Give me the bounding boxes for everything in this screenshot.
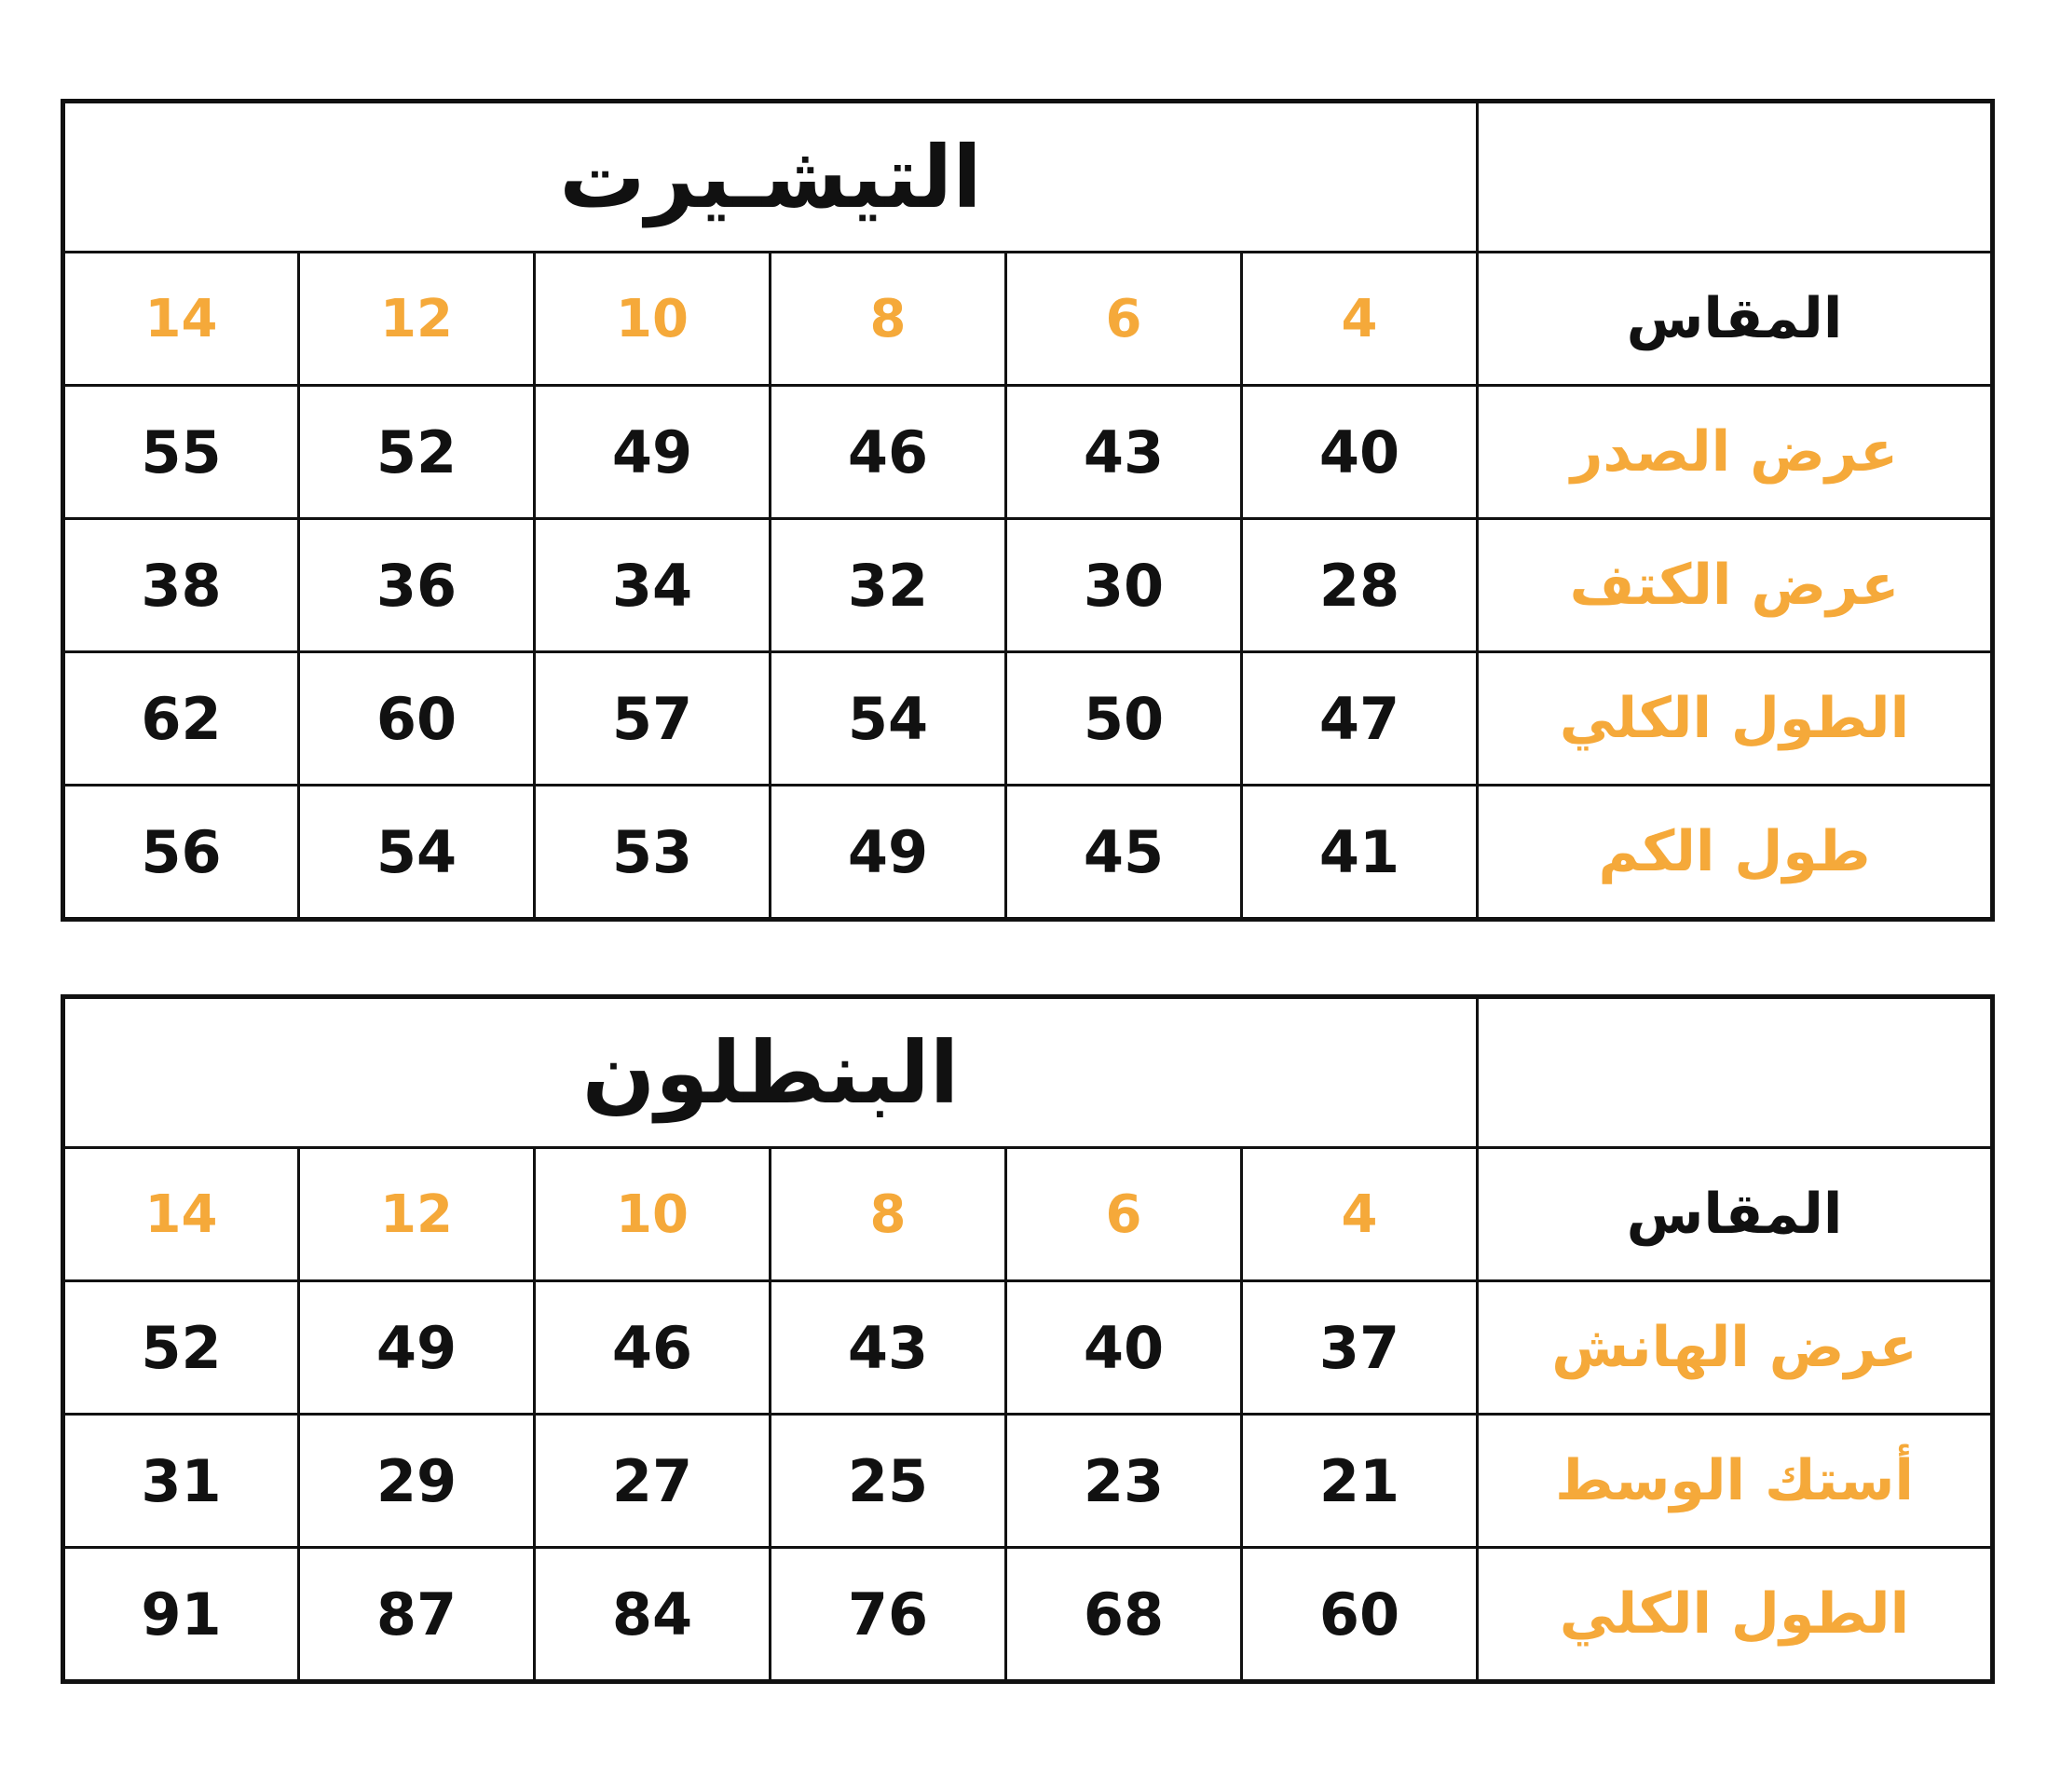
pants-title: البنطلون — [63, 997, 1478, 1148]
measurement-value: 21 — [1242, 1415, 1478, 1548]
tshirt-size-label: المقاس — [1478, 253, 1993, 386]
measurement-value: 23 — [1006, 1415, 1242, 1548]
tshirt-row-total-length — [63, 652, 1993, 786]
tshirt-row-chest-width — [63, 386, 1993, 519]
pants-size-14: 14 — [63, 1148, 299, 1281]
measurement-value: 45 — [1006, 786, 1242, 920]
tshirt-row-sleeve-length — [63, 786, 1993, 920]
measurement-value: 52 — [299, 386, 535, 519]
measurement-value: 41 — [1242, 786, 1478, 920]
pants-row-total-length — [63, 1548, 1993, 1682]
measurement-value: 53 — [535, 786, 771, 920]
measurement-value: 54 — [771, 652, 1006, 786]
tshirt-corner-cell — [1478, 102, 1993, 253]
measurement-value: 46 — [535, 1281, 771, 1415]
measurement-value: 50 — [1006, 652, 1242, 786]
pants-corner-cell — [1478, 997, 1993, 1148]
measurement-value: 49 — [535, 386, 771, 519]
pants-row-label: عرض الهانش — [1478, 1281, 1993, 1415]
measurement-value: 62 — [63, 652, 299, 786]
measurement-value: 34 — [535, 519, 771, 652]
pants-row-waist-elastic — [63, 1415, 1993, 1548]
measurement-value: 27 — [535, 1415, 771, 1548]
pants-row-label: الطول الكلي — [1478, 1548, 1993, 1682]
pants-row-label: أستك الوسط — [1478, 1415, 1993, 1548]
measurement-value: 49 — [299, 1281, 535, 1415]
pants-size-8: 8 — [771, 1148, 1006, 1281]
tshirt-size-6: 6 — [1006, 253, 1242, 386]
measurement-value: 40 — [1242, 386, 1478, 519]
pants-title-row — [63, 997, 1993, 1148]
measurement-value: 68 — [1006, 1548, 1242, 1682]
measurement-value: 36 — [299, 519, 535, 652]
tshirt-row-label: طول الكم — [1478, 786, 1993, 920]
measurement-value: 57 — [535, 652, 771, 786]
pants-size-header-row — [63, 1148, 1993, 1281]
tshirt-size-header-row — [63, 253, 1993, 386]
tshirt-size-4: 4 — [1242, 253, 1478, 386]
tshirt-title-row — [63, 102, 1993, 253]
measurement-value: 47 — [1242, 652, 1478, 786]
measurement-value: 25 — [771, 1415, 1006, 1548]
pants-size-12: 12 — [299, 1148, 535, 1281]
measurement-value: 55 — [63, 386, 299, 519]
measurement-value: 43 — [1006, 386, 1242, 519]
measurement-value: 46 — [771, 386, 1006, 519]
pants-size-table — [61, 994, 1995, 1684]
tshirt-row-shoulder-width — [63, 519, 1993, 652]
measurement-value: 29 — [299, 1415, 535, 1548]
tshirt-size-8: 8 — [771, 253, 1006, 386]
measurement-value: 60 — [299, 652, 535, 786]
tshirt-size-12: 12 — [299, 253, 535, 386]
tshirt-size-10: 10 — [535, 253, 771, 386]
measurement-value: 56 — [63, 786, 299, 920]
measurement-value: 52 — [63, 1281, 299, 1415]
tshirt-row-label: عرض الصدر — [1478, 386, 1993, 519]
measurement-value: 31 — [63, 1415, 299, 1548]
measurement-value: 37 — [1242, 1281, 1478, 1415]
measurement-value: 84 — [535, 1548, 771, 1682]
pants-size-6: 6 — [1006, 1148, 1242, 1281]
pants-size-4: 4 — [1242, 1148, 1478, 1281]
measurement-value: 76 — [771, 1548, 1006, 1682]
measurement-value: 54 — [299, 786, 535, 920]
tshirt-row-label: عرض الكتف — [1478, 519, 1993, 652]
measurement-value: 32 — [771, 519, 1006, 652]
measurement-value: 60 — [1242, 1548, 1478, 1682]
tshirt-row-label: الطول الكلي — [1478, 652, 1993, 786]
pants-size-label: المقاس — [1478, 1148, 1993, 1281]
tshirt-size-14: 14 — [63, 253, 299, 386]
measurement-value: 87 — [299, 1548, 535, 1682]
pants-row-hip-width — [63, 1281, 1993, 1415]
measurement-value: 91 — [63, 1548, 299, 1682]
measurement-value: 38 — [63, 519, 299, 652]
measurement-value: 30 — [1006, 519, 1242, 652]
tshirt-size-table — [61, 99, 1995, 922]
pants-size-10: 10 — [535, 1148, 771, 1281]
measurement-value: 43 — [771, 1281, 1006, 1415]
measurement-value: 40 — [1006, 1281, 1242, 1415]
tshirt-title: التيشـيرت — [63, 102, 1478, 253]
measurement-value: 49 — [771, 786, 1006, 920]
measurement-value: 28 — [1242, 519, 1478, 652]
